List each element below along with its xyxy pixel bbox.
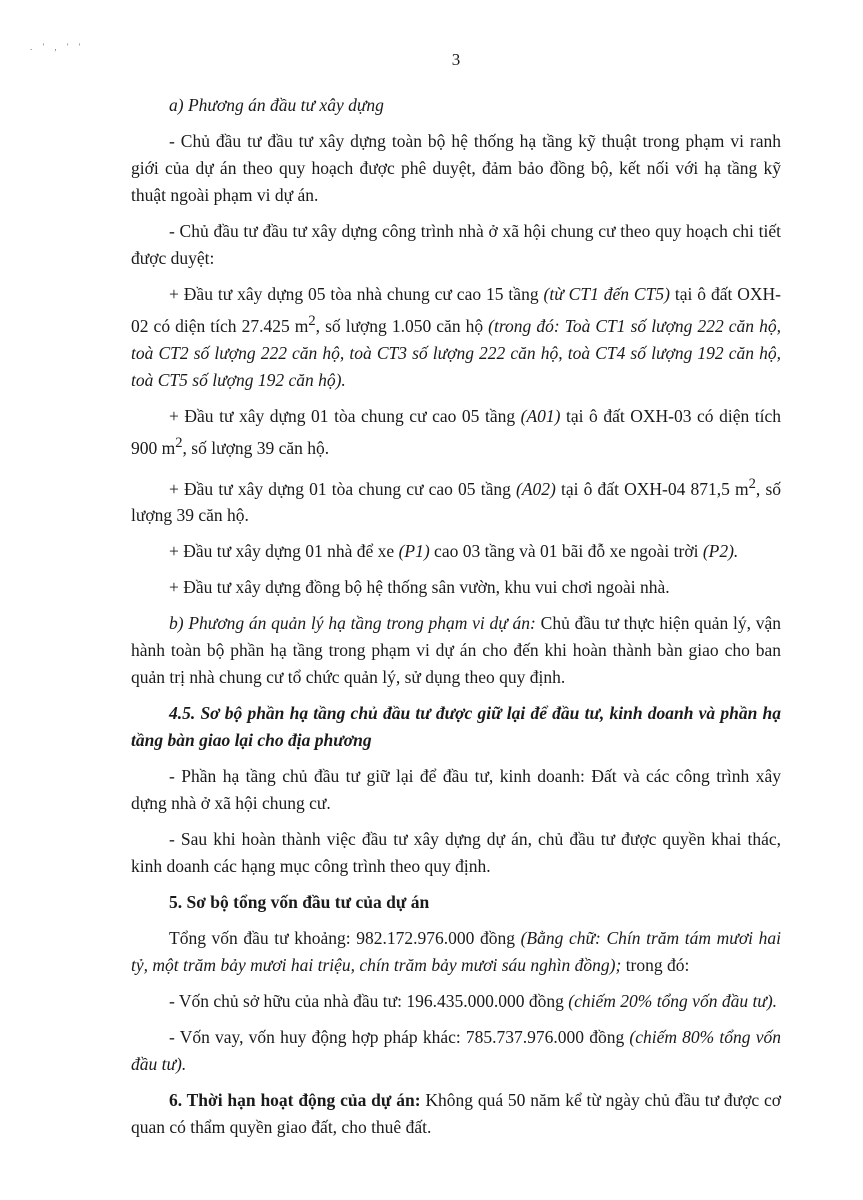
superscript: 2 xyxy=(308,313,316,329)
text: - Vốn vay, vốn huy động hợp pháp khác: 785.737.976.000 đồng xyxy=(169,1027,630,1048)
text: , số lượng 39 căn hộ. xyxy=(182,437,330,458)
paragraph-4-5-1: - Phần hạ tầng chủ đầu tư giữ lại để đầu tư, kinh doanh: Đất và các công trình xây dựng nhà ở xã hội chung cư. xyxy=(131,766,781,814)
paragraph-a5 xyxy=(131,471,781,530)
superscript: 2 xyxy=(175,434,183,451)
section-4-5-heading: 4.5. Sơ bộ phần hạ tầng chủ đầu tư được giữ lại để đầu tư, kinh doanh và phần hạ tầng bàn giao lại cho địa phương xyxy=(131,703,781,751)
italic-text: (A01) xyxy=(520,405,561,426)
italic-text: (chiếm 80% tổng vốn đầu tư). xyxy=(131,1027,781,1075)
text: + Đầu tư xây dựng 01 tòa chung cư cao 05 tầng xyxy=(169,405,521,426)
text: Chủ đầu tư thực hiện quản lý, vận hành toàn bộ phần hạ tầng trong phạm vi dự án cho đến khi hoàn thành bàn giao cho ban quản trị nhà chung cư tổ chức quản lý, sử dụng theo quy định. xyxy=(131,613,781,688)
superscript: 2 xyxy=(748,475,756,492)
text: tại ô đất OXH-03 có diện tích 900 m xyxy=(131,405,781,458)
section-a-heading: a) Phương án đầu tư xây dựng xyxy=(169,95,384,115)
text: , số lượng 39 căn hộ. xyxy=(131,478,782,526)
paragraph-a2: - Chủ đầu tư đầu tư xây dựng công trình nhà ở xã hội chung cư theo quy hoạch chi tiết được duyệt: xyxy=(131,221,781,268)
paragraph-5-3 xyxy=(131,1024,781,1078)
italic-text: (trong đó: Toà CT1 số lượng 222 căn hộ, toà CT2 số lượng 222 căn hộ, toà CT3 số lượng 222 căn hộ, toà CT4 số lượng 192 căn hộ, toà CT5 số lượng 192 căn hộ). xyxy=(131,315,781,390)
italic-text: (A02) xyxy=(516,478,556,499)
paragraph-5-1 xyxy=(131,925,781,979)
italic-text: (Bằng chữ: Chín trăm tám mươi hai tỷ, một trăm bảy mươi hai triệu, chín trăm bảy mươi sáu nghìn đồng); xyxy=(131,928,782,976)
text: Tổng vốn đầu tư khoảng: 982.172.976.000 đồng xyxy=(169,928,521,949)
section-5-heading: 5. Sơ bộ tổng vốn đầu tư của dự án xyxy=(169,892,430,913)
text: , số lượng 1.050 căn hộ xyxy=(315,315,489,336)
paragraph-4-5-2: - Sau khi hoàn thành việc đầu tư xây dựng dự án, chủ đầu tư được quyền khai thác, kinh doanh các hạng mục công trình theo quy định. xyxy=(131,829,781,877)
text: + Đầu tư xây dựng 05 tòa nhà chung cư cao 15 tầng xyxy=(169,284,544,304)
paragraph-5-2 xyxy=(131,988,781,1015)
paragraph-a7: + Đầu tư xây dựng đồng bộ hệ thống sân vườn, khu vui chơi ngoài nhà. xyxy=(169,577,670,598)
paragraph-a4 xyxy=(131,403,781,462)
italic-text: (P2). xyxy=(702,541,739,562)
page-number: 3 xyxy=(451,50,461,69)
document-page xyxy=(131,50,781,1150)
text: trong đó: xyxy=(621,955,690,976)
italic-text: (P1) xyxy=(398,541,430,562)
paragraph-b xyxy=(131,610,781,691)
scan-specks: . ' , ' ' xyxy=(30,42,85,52)
paragraph-6 xyxy=(131,1087,781,1141)
text: + Đầu tư xây dựng 01 tòa chung cư cao 05 tầng xyxy=(169,478,516,499)
section-6-heading: 6. Thời hạn hoạt động của dự án: xyxy=(169,1090,421,1111)
text: + Đầu tư xây dựng 01 nhà để xe xyxy=(169,541,399,562)
paragraph-a1: - Chủ đầu tư đầu tư xây dựng toàn bộ hệ thống hạ tầng kỹ thuật trong phạm vi ranh giới của dự án theo quy hoạch được phê duyệt, đảm bảo đồng bộ, kết nối với hạ tầng kỹ thuật ngoài phạm vi dự án. xyxy=(131,131,781,205)
text: tại ô đất OXH-02 có diện tích 27.425 m xyxy=(131,284,781,336)
paragraph-a6 xyxy=(131,538,781,565)
text: Không quá 50 năm kể từ ngày chủ đầu tư được cơ quan có thẩm quyền giao đất, cho thuê đất. xyxy=(131,1090,781,1138)
paragraph-a3 xyxy=(131,281,781,394)
italic-text: (từ CT1 đến CT5) xyxy=(543,284,670,304)
italic-text: (chiếm 20% tổng vốn đầu tư). xyxy=(568,991,778,1012)
text: tại ô đất OXH-04 871,5 m xyxy=(555,478,749,499)
section-b-heading: b) Phương án quản lý hạ tầng trong phạm vi dự án: xyxy=(169,613,536,634)
text: - Vốn chủ sở hữu của nhà đầu tư: 196.435.000.000 đồng xyxy=(169,991,569,1012)
text: cao 03 tầng và 01 bãi đỗ xe ngoài trời xyxy=(429,541,703,562)
